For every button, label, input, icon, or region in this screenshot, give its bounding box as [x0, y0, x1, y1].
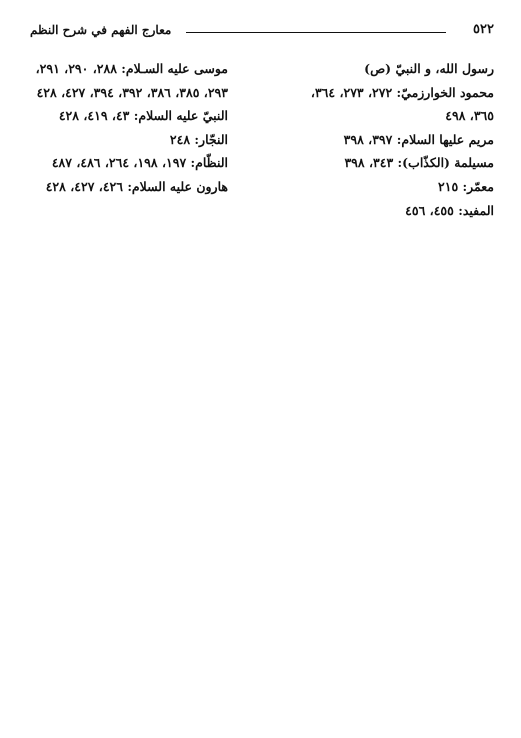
index-entry: معمّر: ٢١٥	[438, 178, 494, 194]
header-rule	[186, 32, 446, 33]
index-entry: النظّام: ١٩٧، ١٩٨، ٢٦٤، ٤٨٦، ٤٨٧	[51, 155, 228, 171]
index-entry: هارون عليه السلام: ٤٢٦، ٤٢٧، ٤٢٨	[45, 178, 228, 194]
index-column-left	[16, 57, 228, 199]
index-entry: المفيد: ٤٥٥، ٤٥٦	[405, 202, 494, 218]
index-entry: رسول الله، و النبيّ (ص)	[364, 61, 494, 76]
index-entry: محمود الخوارزميّ: ٢٧٢، ٢٧٣، ٣٦٤، ٣٦٥، ٤٩٨	[310, 84, 494, 124]
index-entry: مسيلمة (الكذّاب): ٣٤٣، ٣٩٨	[344, 155, 494, 171]
index-entry: النبيّ عليه السلام: ٤٣، ٤١٩، ٤٢٨	[58, 108, 228, 124]
index-entry: مريم عليها السلام: ٣٩٧، ٣٩٨	[343, 131, 494, 147]
running-title: معارج الفهم في شرح النظم	[30, 23, 172, 37]
index-column-right	[284, 57, 494, 222]
page-number: ٥٢٢	[473, 22, 494, 37]
index-entry: النجّار: ٢٤٨	[169, 131, 228, 147]
page-header	[30, 20, 494, 44]
index-entry: موسى عليه السـلام: ٢٨٨، ٢٩٠، ٢٩١، ٢٩٣، ٣٨٥، ٣٨٦، ٣٩٢، ٣٩٤، ٤٢٧، ٤٢٨	[35, 61, 228, 100]
